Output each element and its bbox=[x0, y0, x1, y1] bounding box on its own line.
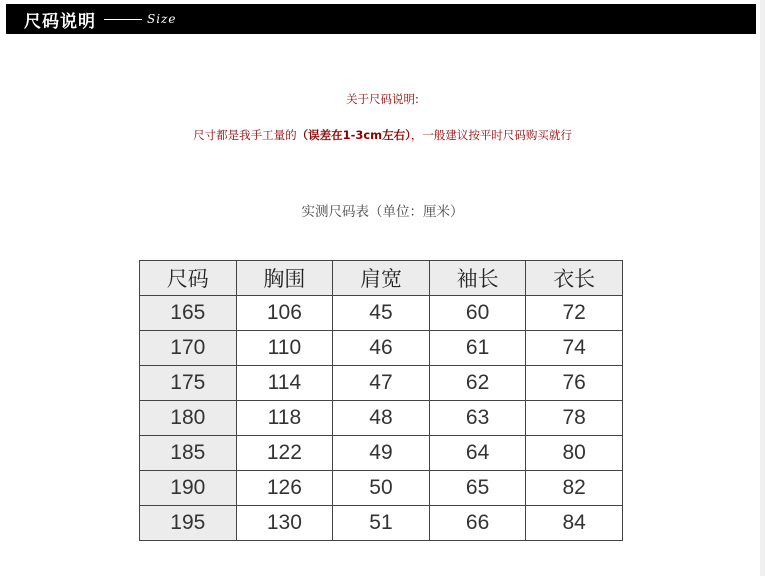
table-cell: 49 bbox=[333, 436, 430, 471]
table-cell-size: 175 bbox=[140, 366, 237, 401]
table-cell: 65 bbox=[429, 471, 526, 506]
table-row bbox=[140, 401, 623, 436]
table-cell: 118 bbox=[236, 401, 333, 436]
table-cell: 80 bbox=[526, 436, 623, 471]
header-title: 尺码说明 bbox=[24, 11, 96, 32]
table-cell-size: 180 bbox=[140, 401, 237, 436]
table-cell-size: 195 bbox=[140, 506, 237, 541]
table-cell: 130 bbox=[236, 506, 333, 541]
table-cell-size: 170 bbox=[140, 331, 237, 366]
table-cell: 61 bbox=[429, 331, 526, 366]
table-cell: 63 bbox=[429, 401, 526, 436]
size-note-body bbox=[0, 127, 765, 143]
table-cell: 84 bbox=[526, 506, 623, 541]
table-caption: 实测尺码表（单位：厘米） bbox=[301, 204, 464, 220]
table-cell: 122 bbox=[236, 436, 333, 471]
size-note-advice: ，一般建议按平时尺码购买就行 bbox=[410, 128, 572, 142]
table-cell: 110 bbox=[236, 331, 333, 366]
table-row bbox=[140, 296, 623, 331]
table-row bbox=[140, 331, 623, 366]
table-row bbox=[140, 436, 623, 471]
table-cell-size: 190 bbox=[140, 471, 237, 506]
table-header-cell: 肩宽 bbox=[333, 261, 430, 296]
table-cell: 106 bbox=[236, 296, 333, 331]
header-divider-line bbox=[104, 19, 142, 20]
size-note-error-margin: （误差在1-3cm左右） bbox=[296, 128, 411, 142]
right-edge-strip bbox=[760, 0, 765, 576]
table-cell: 47 bbox=[333, 366, 430, 401]
table-cell: 82 bbox=[526, 471, 623, 506]
table-header-cell: 衣长 bbox=[526, 261, 623, 296]
table-cell: 114 bbox=[236, 366, 333, 401]
table-cell: 72 bbox=[526, 296, 623, 331]
table-cell: 50 bbox=[333, 471, 430, 506]
table-row bbox=[140, 471, 623, 506]
table-cell-size: 185 bbox=[140, 436, 237, 471]
size-note-text: 尺寸都是我手工量的 bbox=[193, 128, 297, 142]
table-cell: 48 bbox=[333, 401, 430, 436]
table-cell: 74 bbox=[526, 331, 623, 366]
size-note-heading: 关于尺码说明: bbox=[346, 92, 419, 106]
table-cell-size: 165 bbox=[140, 296, 237, 331]
table-cell: 62 bbox=[429, 366, 526, 401]
table-header-row bbox=[140, 261, 623, 296]
table-header-cell: 袖长 bbox=[429, 261, 526, 296]
header-bar bbox=[6, 4, 756, 34]
table-header-cell: 胸围 bbox=[236, 261, 333, 296]
size-chart-table bbox=[139, 260, 623, 541]
table-cell: 51 bbox=[333, 506, 430, 541]
header-subtitle: Size bbox=[147, 12, 177, 26]
table-cell: 46 bbox=[333, 331, 430, 366]
table-cell: 64 bbox=[429, 436, 526, 471]
table-cell: 78 bbox=[526, 401, 623, 436]
table-row bbox=[140, 366, 623, 401]
table-cell: 76 bbox=[526, 366, 623, 401]
table-cell: 66 bbox=[429, 506, 526, 541]
table-row bbox=[140, 506, 623, 541]
table-header-cell: 尺码 bbox=[140, 261, 237, 296]
table-cell: 45 bbox=[333, 296, 430, 331]
table-cell: 60 bbox=[429, 296, 526, 331]
table-cell: 126 bbox=[236, 471, 333, 506]
